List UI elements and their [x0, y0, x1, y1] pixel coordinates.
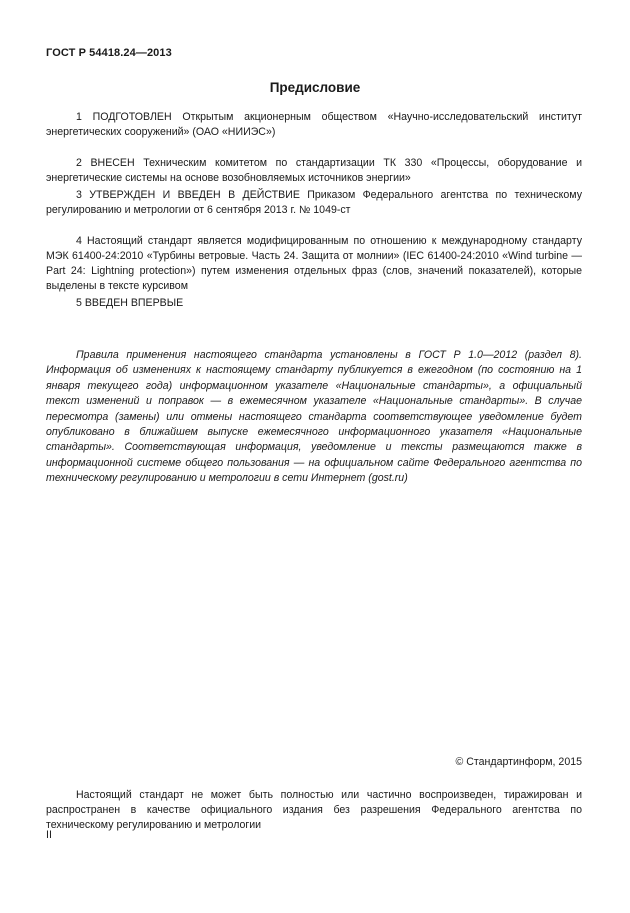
page-number: II — [46, 829, 52, 841]
copyright-line: © Стандартинформ, 2015 — [455, 756, 582, 768]
foreword-item-1: 1 ПОДГОТОВЛЕН Открытым акционерным обществом «Научно-исследовательский институт энергетических сооружений» (ОАО «НИИЭС») — [46, 111, 582, 138]
foreword-item-5: 5 ВВЕДЕН ВПЕРВЫЕ — [76, 297, 184, 309]
foreword-item-2: 2 ВНЕСЕН Техническим комитетом по стандартизации ТК 330 «Процессы, оборудование и энергетические системы на основе возобновляемых источников энергии» — [46, 157, 582, 184]
foreword-item-4: 4 Настоящий стандарт является модифицированным по отношению к международному стандарту МЭК 61400-24:2010 «Турбины ветровые. Часть 24. Защита от молнии» (IEC 61400-24:2010 «Wind turbine — Part 24: Lightning protection») путем изменения отдельных фраз (слов, значений показателей), которые выделены в тексте курсивом — [46, 235, 582, 292]
foreword-item-3: 3 УТВЕРЖДЕН И ВВЕДЕН В ДЕЙСТВИЕ Приказом Федерального агентства по техническому регулированию и метрологии от 6 сентября 2013 г. № 1049-ст — [46, 189, 582, 216]
page-title: Предисловие — [269, 80, 361, 95]
application-rules-notice: Правила применения настоящего стандарта установлены в ГОСТ Р 1.0—2012 (раздел 8). Информация об изменениях к настоящему стандарту публикуется в ежегодном (по состоянию на 1 января текущего года) информационном указателе «Национальные стандарты», а официальный текст изменений и поправок — в ежемесячном указателе «Национальные стандарты». В случае пересмотра (замены) или отмены настоящего стандарта соответствующее уведомление будет опубликовано в ближайшем выпуске ежемесячного информационного указателя «Национальные стандарты». Соответствующая информация, уведомление и тексты размещаются также в информационной системе общего пользования — на официальном сайте Федерального агентства по техническому регулированию и метрологии в сети Интернет (gost.ru) — [46, 349, 582, 485]
reprint-notice: Настоящий стандарт не может быть полностью или частично воспроизведен, тиражирован и распространен в качестве официального издания без разрешения Федерального агентства по техническому регулированию и метрологии — [46, 789, 582, 831]
standard-code: ГОСТ Р 54418.24—2013 — [46, 47, 172, 59]
